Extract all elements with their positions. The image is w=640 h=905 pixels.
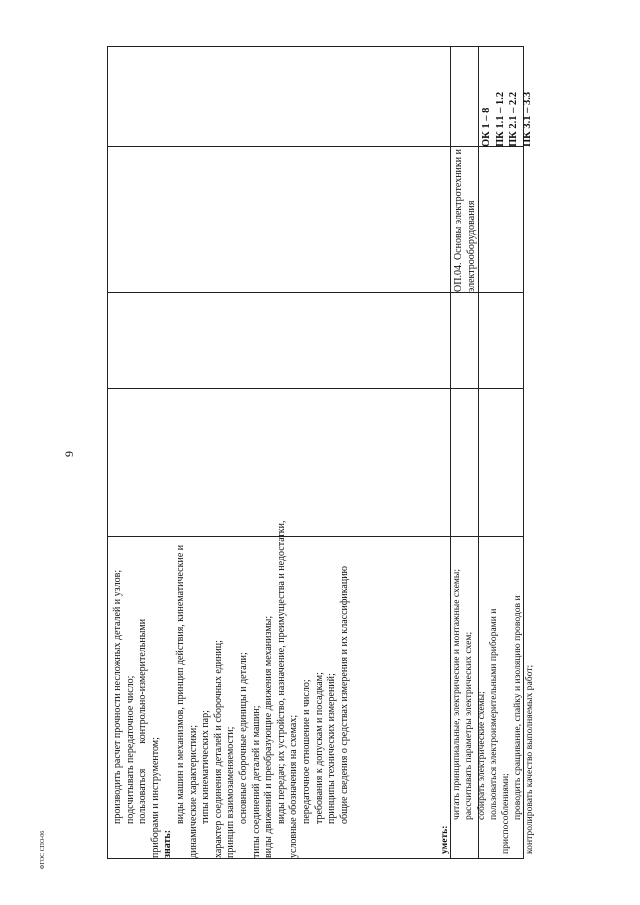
text-line: производить расчет прочности несложных деталей и узлов; bbox=[112, 569, 123, 824]
competency-item: ПК 1.1 – 1.2 bbox=[494, 91, 506, 147]
list-item: передаточное отношение и число; bbox=[300, 679, 312, 824]
row-divider-col4 bbox=[107, 388, 524, 389]
skills-block bbox=[439, 534, 536, 854]
list-item: проводить сращивание, спайку и изоляцию проводов и контролировать качество выполняемых работ; bbox=[512, 595, 536, 854]
list-item: общие сведения о средствах измерения и их классификацию bbox=[338, 565, 350, 824]
text-line: приборами и инструментом; bbox=[149, 737, 161, 858]
competency-item: ОК 1 – 8 bbox=[481, 107, 492, 147]
competency-item: ПК 2.1 – 2.2 bbox=[508, 91, 519, 147]
list-item: принципы технических измерений; bbox=[326, 673, 338, 824]
list-item: характер соединения деталей и сборочных единиц; bbox=[212, 640, 224, 858]
list-item: читать принципиальные, электрические и монтажные схемы; bbox=[451, 568, 463, 820]
list-item: типы кинематических пар; bbox=[200, 710, 212, 824]
list-item: принцип взаимозаменяемости; bbox=[225, 726, 237, 858]
list-item: виды машин и механизмов, принцип действия, кинематические и динамические характеристики; bbox=[174, 544, 199, 858]
list-item: требования к допускам и посадкам; bbox=[313, 672, 325, 824]
list-item: пользоваться электроизмерительными приборами и приспособлениями; bbox=[487, 608, 512, 854]
list-item: виды движений и преобразующие движения механизмы; bbox=[263, 615, 275, 858]
skills-heading: уметь: bbox=[439, 825, 450, 854]
page-number: 9 bbox=[62, 451, 76, 457]
text-line: пользоваться контрольно-измерительными bbox=[137, 618, 149, 824]
row-divider-col3 bbox=[107, 292, 524, 293]
know-heading: знать: bbox=[162, 829, 174, 858]
competency-item: ПК 3.1 – 3.3 bbox=[521, 91, 533, 147]
list-item: рассчитывать параметры электрических схем; bbox=[463, 631, 475, 820]
list-item: собирать электрические схемы; bbox=[475, 691, 487, 820]
competency-codes bbox=[480, 47, 533, 147]
footer-standard: ФГОС СПО-06 bbox=[40, 830, 46, 870]
list-item: основные сборочные единицы и детали; bbox=[237, 652, 249, 824]
discipline-name: ОП.04. Основы электротехники и электрооборудования bbox=[453, 149, 477, 292]
cell-knowledge-block bbox=[112, 498, 446, 858]
text-line: подсчитывать передаточное число; bbox=[124, 675, 136, 824]
list-item: виды передач; их устройство, назначение, преимущества и недостатки, условные обозначения на схемах; bbox=[275, 520, 300, 858]
list-item: типы соединений деталей и машин; bbox=[250, 705, 262, 858]
